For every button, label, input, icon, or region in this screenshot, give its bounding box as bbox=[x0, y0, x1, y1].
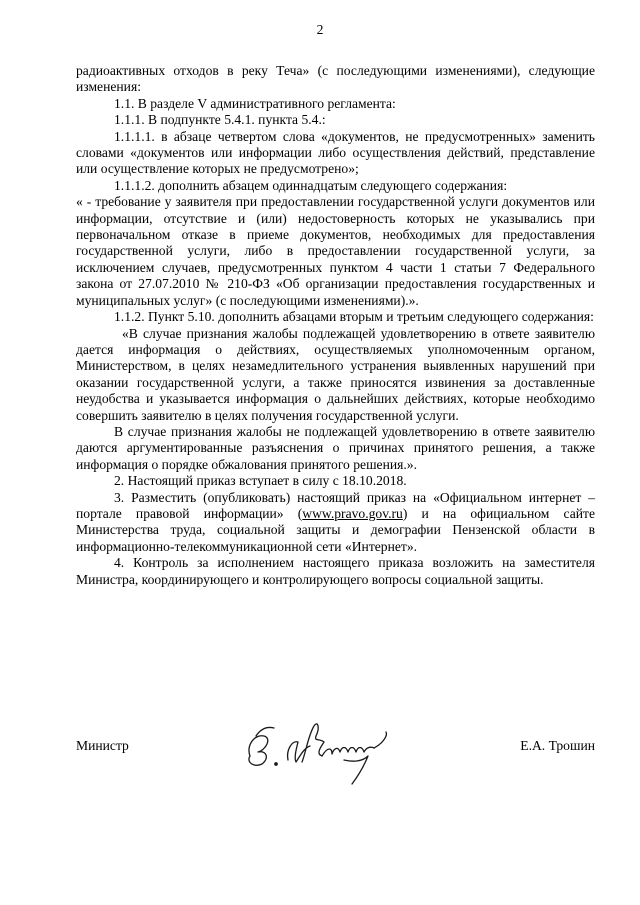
paragraph-quoted-complaint-rejected: В случае признания жалобы не подлежащей удовлетворению в ответе заявителю даются аргументированные разъяснения о причинах принятого решения, а также информация о порядке обжалования принятого решения.». bbox=[76, 423, 595, 472]
signature-block bbox=[76, 728, 595, 788]
signatory-title: Министр bbox=[76, 738, 129, 753]
pravo-gov-link[interactable]: www.pravo.gov.ru bbox=[302, 505, 403, 521]
paragraph-1-1-1-1: 1.1.1.1. в абзаце четвертом слова «документов, не предусмотренных» заменить словами «документов или информации либо осуществления действий, представление или осуществление которых не предусмотрено»; bbox=[76, 128, 595, 177]
paragraph-quoted-requirement: « - требование у заявителя при предоставлении государственной услуги документов или информации, отсутствие и (или) недостоверность которых не указывались при первоначальном отказе в приеме документов, необходимых для предоставления государственной услуги, либо в предоставлении государственной услуги, за исключением случаев, предусмотренных пунктом 4 части 1 статьи 7 Федерального закона от 27.07.2010 № 210-ФЗ «Об организации предоставления государственных и муниципальных услуг» (с последующими изменениями).». bbox=[76, 194, 595, 308]
paragraph-continuation: радиоактивных отходов в реку Теча» (с последующими изменениями), следующие изменения: bbox=[76, 63, 595, 95]
paragraph-1-1-1-2: 1.1.1.2. дополнить абзацем одиннадцатым следующего содержания: bbox=[114, 177, 508, 193]
publication-text-start: 3. Разместить (опубликовать) настоящий приказ на «Официальном интернет – портале правовой информации» ( bbox=[76, 489, 595, 521]
handwritten-signature bbox=[236, 706, 406, 786]
paragraph-subpoint-5-4-1: 1.1.1. В подпункте 5.4.1. пункта 5.4.: bbox=[114, 112, 326, 128]
signatory-name: Е.А. Трошин bbox=[520, 738, 595, 753]
paragraph-effective-date: 2. Настоящий приказ вступает в силу с 18.10.2018. bbox=[114, 473, 407, 489]
paragraph-publication bbox=[76, 490, 595, 556]
document-body bbox=[76, 63, 595, 588]
paragraph-quoted-complaint-approved: «В случае признания жалобы подлежащей удовлетворению в ответе заявителю дается информация о действиях, осуществляемых уполномоченным органом, Министерством, в целях незамедлительного устранения выявленных нарушений при оказании государственной услуги, а также приносятся извинения за доставленные неудобства и указывается информация о дальнейших действиях, которые необходимо совершить заявителю в целях получения государственной услуги. bbox=[76, 325, 595, 423]
paragraph-control: 4. Контроль за исполнением настоящего приказа возложить на заместителя Министра, координирующего и контролирующего вопросы социальной защиты. bbox=[76, 555, 595, 587]
publication-text-end: ) и на официальном сайте Министерства труда, социальной защиты и демографии Пензенской области в информационно-телекоммуникационной сети «Интернет». bbox=[76, 505, 595, 554]
paragraph-section-v: 1.1. В разделе V административного регламента: bbox=[114, 95, 396, 111]
paragraph-1-1-2: 1.1.2. Пункт 5.10. дополнить абзацами вторым и третьим следующего содержания: bbox=[114, 309, 594, 325]
page-number: 2 bbox=[316, 22, 324, 37]
